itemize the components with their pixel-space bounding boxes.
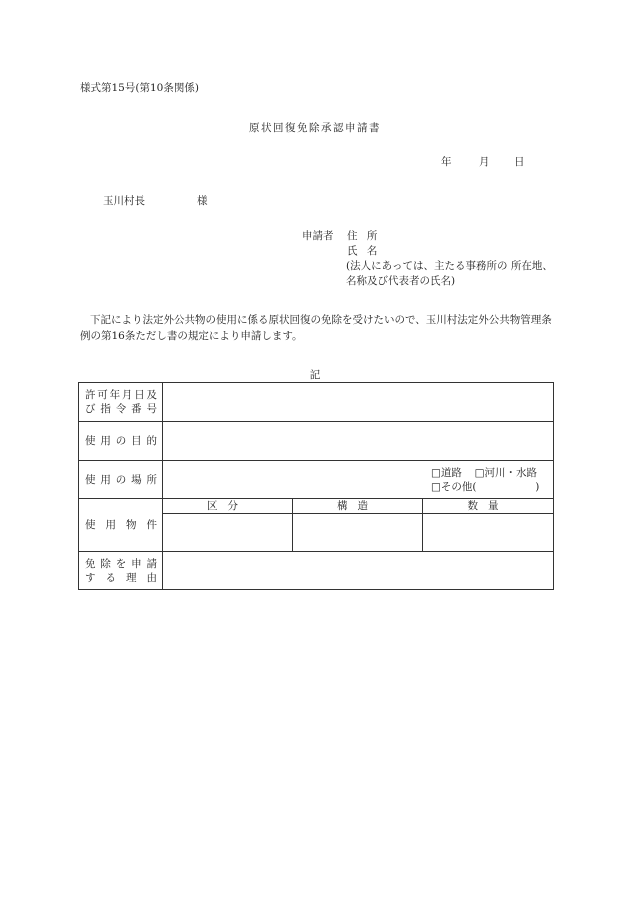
reason-label-line1: 免除を申請 xyxy=(85,557,158,570)
location-label: 使用の場所 xyxy=(79,461,163,499)
date-day-label: 日 xyxy=(514,156,525,168)
permit-date-field[interactable] xyxy=(163,383,554,422)
items-col-quantity: 数量 xyxy=(423,499,554,514)
location-option-other[interactable]: □その他( xyxy=(431,480,477,493)
reason-label xyxy=(79,552,163,590)
document-title: 原状回復免除承認申請書 xyxy=(249,122,381,134)
addressee-name: 玉川村長 xyxy=(103,195,145,207)
corporate-note: (法人にあっては、主たる事務所の 所在地、名称及び代表者の氏名) xyxy=(346,260,553,287)
application-table xyxy=(78,382,554,590)
applicant-label: 申請者 xyxy=(302,230,334,242)
form-number: 様式第15号(第10条関係) xyxy=(80,82,199,94)
table-row-items-header xyxy=(79,499,554,514)
date-month-label: 月 xyxy=(479,156,490,168)
table-row-permit-date xyxy=(79,383,554,422)
location-option-river[interactable]: □河川・水路 xyxy=(474,466,538,479)
items-col-structure: 構造 xyxy=(293,499,423,514)
table-row-reason xyxy=(79,552,554,590)
location-other-close: ) xyxy=(535,480,540,493)
table-row-location xyxy=(79,461,554,499)
applicant-address-label: 住 所 xyxy=(347,230,381,242)
permit-date-label-line2: び指令番号 xyxy=(85,403,158,415)
applicant-name-label: 氏 名 xyxy=(347,245,381,257)
body-text: 下記により法定外公共物の使用に係る原状回復の免除を受けたいので、玉川村法定外公共物管理条例の第16条ただし書の規定により申請します。 xyxy=(80,314,552,342)
purpose-field[interactable] xyxy=(163,422,554,461)
items-quantity-field[interactable] xyxy=(423,514,554,552)
permit-date-label-line1: 許可年月日及 xyxy=(85,389,158,401)
items-structure-field[interactable] xyxy=(293,514,423,552)
items-col-category: 区分 xyxy=(163,499,293,514)
reason-field[interactable] xyxy=(163,552,554,590)
ki-heading: 記 xyxy=(309,369,321,381)
purpose-label: 使用の目的 xyxy=(79,422,163,461)
addressee-suffix: 様 xyxy=(197,195,208,207)
reason-label-line2: する理由 xyxy=(85,571,158,584)
items-label: 使用物件 xyxy=(79,499,163,552)
location-option-road[interactable]: □道路 xyxy=(431,466,462,479)
table-row-purpose xyxy=(79,422,554,461)
location-field xyxy=(163,461,554,499)
permit-date-label xyxy=(79,383,163,422)
items-category-field[interactable] xyxy=(163,514,293,552)
date-year-label: 年 xyxy=(441,156,452,168)
